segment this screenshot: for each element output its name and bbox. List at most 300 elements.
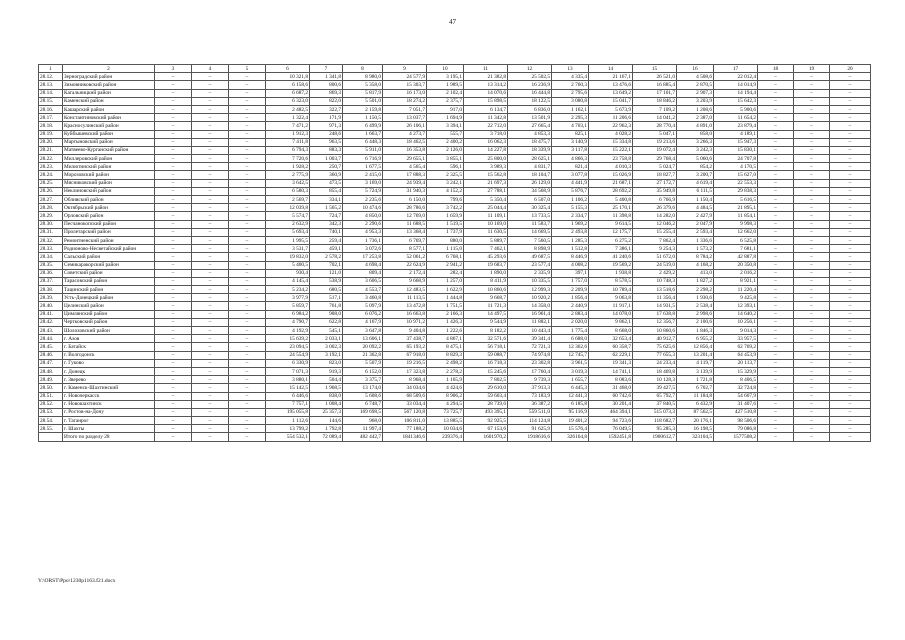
value-cell: 5 501,0	[343, 97, 383, 105]
empty-value-cell: –	[758, 122, 794, 130]
value-cell: 14 194,4	[714, 89, 758, 97]
column-number-cell: 8	[343, 65, 383, 73]
value-cell: 5 693,4	[266, 228, 310, 236]
value-cell: 4 152,2	[427, 187, 464, 195]
value-cell: 322,7	[310, 105, 343, 113]
value-cell: 800,6	[310, 81, 343, 89]
row-code-cell: 28.17.	[39, 114, 63, 122]
value-cell: 2 870,5	[677, 81, 714, 89]
value-cell: 3 460,8	[343, 294, 383, 302]
value-cell: 1 150,4	[677, 196, 714, 204]
empty-value-cell: –	[794, 179, 830, 187]
value-cell: 3 169,0	[343, 179, 383, 187]
value-cell: 5 400,8	[589, 196, 633, 204]
value-cell: 4 508,6	[677, 73, 714, 81]
value-cell: 30 325,4	[508, 204, 552, 212]
value-cell: 3 019,3	[552, 367, 589, 375]
value-cell: 14 078,0	[589, 310, 633, 318]
row-code-cell: 28.37.	[39, 277, 63, 285]
value-cell: 144,6	[310, 417, 343, 425]
value-cell: 1 930,6	[677, 294, 714, 302]
value-cell: 1 792,8	[310, 425, 343, 433]
empty-value-cell: –	[758, 310, 794, 318]
value-cell: 1 008,4	[310, 400, 343, 408]
empty-value-cell: –	[758, 196, 794, 204]
value-cell: 56 718,1	[464, 343, 508, 351]
empty-value-cell: –	[830, 253, 871, 261]
empty-value-cell: –	[758, 228, 794, 236]
value-cell: 13 649,2	[589, 89, 633, 97]
value-cell: 9 063,8	[589, 294, 633, 302]
value-cell: 9 739,3	[508, 376, 552, 384]
value-cell: 18 469,8	[633, 367, 677, 375]
row-code-cell: 28.40.	[39, 302, 63, 310]
value-cell: 2 235,6	[343, 196, 383, 204]
empty-value-cell: –	[192, 89, 229, 97]
value-cell: 3 203,9	[677, 97, 714, 105]
value-cell: 5 400,5	[266, 261, 310, 269]
value-cell: 16 885,4	[633, 81, 677, 89]
value-cell: 5 350,4	[464, 196, 508, 204]
value-cell: 22 624,9	[383, 261, 427, 269]
row-name-cell: Тарасовский район	[63, 277, 155, 285]
value-cell: 724,7	[310, 212, 343, 220]
row-name-cell: Усть-Донецкий район	[63, 294, 155, 302]
empty-value-cell: –	[830, 220, 871, 228]
value-cell: 12 769,0	[383, 212, 427, 220]
value-cell: 17 101,7	[633, 89, 677, 97]
value-cell: 5 889,7	[464, 236, 508, 244]
empty-value-cell: –	[830, 367, 871, 375]
empty-value-cell: –	[229, 294, 266, 302]
empty-value-cell: –	[830, 122, 871, 130]
empty-value-cell: –	[830, 269, 871, 277]
empty-value-cell: –	[758, 376, 794, 384]
value-cell: 1 519,5	[427, 220, 464, 228]
value-cell: 62 769,2	[714, 343, 758, 351]
empty-value-cell: –	[794, 433, 830, 441]
table-row	[39, 220, 871, 228]
value-cell: 908,0	[310, 310, 343, 318]
value-cell: 28 739,6	[464, 400, 508, 408]
value-cell: 3 531,7	[266, 245, 310, 253]
value-cell: 2 440,9	[552, 302, 589, 310]
row-code-cell: 28.25.	[39, 179, 63, 187]
value-cell: 25 170,1	[589, 204, 633, 212]
column-number-cell: 1	[39, 65, 63, 73]
value-cell: 29 768,4	[633, 155, 677, 163]
value-cell: 3 195,1	[427, 73, 464, 81]
value-cell: 5 155,3	[552, 204, 589, 212]
value-cell: 680,5	[310, 286, 343, 294]
value-cell: 919,3	[310, 367, 343, 375]
empty-value-cell: –	[155, 196, 192, 204]
empty-value-cell: –	[155, 384, 192, 392]
row-name-cell: Мартыновский район	[63, 138, 155, 146]
value-cell: 740,1	[310, 228, 343, 236]
value-cell: 12 356,7	[633, 318, 677, 326]
row-code-cell: 28.41.	[39, 310, 63, 318]
empty-value-cell: –	[192, 417, 229, 425]
value-cell: 2 020,0	[552, 318, 589, 326]
empty-value-cell: –	[830, 294, 871, 302]
row-name-cell: г. Новошахтинск	[63, 400, 155, 408]
value-cell: 4 953,3	[343, 228, 383, 236]
empty-value-cell: –	[229, 212, 266, 220]
empty-value-cell: –	[830, 302, 871, 310]
value-cell: 4 850,0	[343, 212, 383, 220]
empty-value-cell: –	[155, 359, 192, 367]
empty-value-cell: –	[155, 343, 192, 351]
empty-value-cell: –	[830, 400, 871, 408]
value-cell: 6 507,0	[508, 196, 552, 204]
table-row	[39, 286, 871, 294]
table-row	[39, 236, 871, 244]
value-cell: 18 122,5	[508, 97, 552, 105]
column-number-cell: 4	[192, 65, 229, 73]
value-cell: 2 335,9	[508, 269, 552, 277]
value-cell: 26 379,6	[633, 204, 677, 212]
value-cell: 2 427,9	[677, 212, 714, 220]
empty-value-cell: –	[758, 261, 794, 269]
empty-value-cell: –	[155, 327, 192, 335]
value-cell: 6 445,3	[552, 384, 589, 392]
empty-value-cell: –	[229, 163, 266, 171]
value-cell: 14 497,5	[464, 310, 508, 318]
value-cell: 8 578,5	[589, 277, 633, 285]
value-cell: 22 012,4	[714, 73, 758, 81]
value-cell: 1 659,9	[427, 212, 464, 220]
row-name-cell: г. Батайск	[63, 343, 155, 351]
value-cell: 7 071,3	[266, 367, 310, 375]
table-row	[39, 277, 871, 285]
value-cell: 6 275,2	[589, 236, 633, 244]
row-name-cell: г. Волгодонск	[63, 351, 155, 359]
value-cell: 11 113,5	[383, 294, 427, 302]
empty-value-cell: –	[229, 261, 266, 269]
empty-value-cell: –	[758, 302, 794, 310]
value-cell: 4 167,9	[343, 318, 383, 326]
value-cell: 1 677,5	[343, 163, 383, 171]
row-name-cell: Советский район	[63, 269, 155, 277]
value-cell: 427 510,8	[714, 408, 758, 416]
value-cell: 7 462,1	[464, 245, 508, 253]
value-cell: 15 947,3	[714, 138, 758, 146]
empty-value-cell: –	[758, 327, 794, 335]
value-cell: 5 234,2	[266, 286, 310, 294]
empty-value-cell: –	[155, 146, 192, 154]
value-cell: 11 342,8	[464, 114, 508, 122]
value-cell: 559 511,0	[508, 408, 552, 416]
empty-value-cell: –	[155, 310, 192, 318]
value-cell: 19 072,4	[633, 146, 677, 154]
value-cell: 5 900,6	[714, 105, 758, 113]
value-cell: 12 483,5	[383, 286, 427, 294]
empty-value-cell: –	[794, 212, 830, 220]
empty-value-cell: –	[758, 335, 794, 343]
empty-value-cell: –	[830, 318, 871, 326]
value-cell: 4 424,6	[427, 384, 464, 392]
value-cell: 68 509,6	[383, 392, 427, 400]
value-cell: 1 512,8	[552, 245, 589, 253]
empty-value-cell: –	[155, 376, 192, 384]
empty-value-cell: –	[192, 425, 229, 433]
empty-value-cell: –	[192, 359, 229, 367]
empty-value-cell: –	[192, 343, 229, 351]
value-cell: 2 290,6	[343, 220, 383, 228]
empty-value-cell: –	[794, 384, 830, 392]
value-cell: 15 830,1	[714, 146, 758, 154]
empty-value-cell: –	[229, 179, 266, 187]
value-cell: 26 106,1	[383, 122, 427, 130]
column-number-cell: 14	[589, 65, 633, 73]
row-code-cell: 28.20.	[39, 138, 63, 146]
empty-value-cell: –	[758, 408, 794, 416]
value-cell: 12 662,0	[714, 228, 758, 236]
empty-value-cell: –	[155, 114, 192, 122]
value-cell: 13 037,7	[383, 114, 427, 122]
row-name-cell: Песчанокопский район	[63, 220, 155, 228]
empty-value-cell: –	[794, 408, 830, 416]
value-cell: 9 425,8	[714, 294, 758, 302]
row-name-cell: г. Ростов-на-Дону	[63, 408, 155, 416]
value-cell: 2 795,6	[552, 89, 589, 97]
empty-value-cell: –	[192, 277, 229, 285]
value-cell: 1 257,0	[427, 277, 464, 285]
empty-value-cell: –	[794, 228, 830, 236]
value-cell: 7 560,5	[508, 236, 552, 244]
table-row	[39, 105, 871, 113]
value-cell: 4 010,3	[589, 163, 633, 171]
empty-value-cell: –	[794, 359, 830, 367]
empty-value-cell: –	[155, 245, 192, 253]
empty-value-cell: –	[192, 171, 229, 179]
empty-value-cell: –	[830, 310, 871, 318]
empty-value-cell: –	[758, 245, 794, 253]
value-cell: 8 668,0	[589, 327, 633, 335]
empty-value-cell: –	[758, 433, 794, 441]
value-cell: 13 476,6	[589, 81, 633, 89]
value-cell: 5 097,9	[343, 302, 383, 310]
value-cell: 16 062,3	[464, 138, 508, 146]
value-cell: 16 353,8	[383, 146, 427, 154]
value-cell: 18 827,7	[633, 171, 677, 179]
empty-value-cell: –	[155, 351, 192, 359]
row-code-cell: 28.33.	[39, 245, 63, 253]
empty-value-cell: –	[794, 367, 830, 375]
value-cell: 473,5	[310, 179, 343, 187]
row-code-cell: 28.16.	[39, 105, 63, 113]
table-row	[39, 408, 871, 416]
value-cell: 12 046,2	[633, 220, 677, 228]
value-cell: 27 788,1	[464, 187, 508, 195]
value-cell: 1 165,9	[427, 376, 464, 384]
value-cell: 1 336,6	[677, 236, 714, 244]
value-cell: 7 757,1	[266, 400, 310, 408]
empty-value-cell: –	[830, 425, 871, 433]
value-cell: 968,0	[343, 417, 383, 425]
value-cell: 30 201,4	[589, 400, 633, 408]
value-cell: 17 253,8	[343, 253, 383, 261]
value-cell: 2 278,2	[427, 367, 464, 375]
value-cell: 65 792,7	[633, 392, 677, 400]
value-cell: 19 683,7	[464, 261, 508, 269]
value-cell: 4 168,2	[677, 261, 714, 269]
empty-value-cell: –	[155, 179, 192, 187]
value-cell: 15 329,9	[714, 367, 758, 375]
value-cell: 39 427,5	[633, 384, 677, 392]
empty-value-cell: –	[155, 433, 192, 441]
value-cell: 20 113,7	[714, 359, 758, 367]
row-code-cell: 28.53.	[39, 408, 63, 416]
empty-value-cell: –	[794, 236, 830, 244]
value-cell: 5 616,5	[714, 196, 758, 204]
value-cell: 12 441,3	[552, 392, 589, 400]
value-cell: 13 733,5	[508, 212, 552, 220]
value-cell: 7 681,1	[714, 245, 758, 253]
empty-value-cell: –	[155, 392, 192, 400]
value-cell: 2 538,4	[677, 302, 714, 310]
value-cell: 28 786,6	[383, 204, 427, 212]
empty-value-cell: –	[229, 196, 266, 204]
value-cell: 67 918,0	[383, 351, 427, 359]
column-number-cell: 10	[427, 65, 464, 73]
row-code-cell: 28.29.	[39, 212, 63, 220]
value-cell: 28 625,1	[508, 155, 552, 163]
value-cell: 1 694,9	[427, 114, 464, 122]
value-cell: 1 757,0	[552, 277, 589, 285]
empty-value-cell: –	[192, 286, 229, 294]
column-number-cell: 15	[633, 65, 677, 73]
empty-value-cell: –	[794, 302, 830, 310]
empty-value-cell: –	[155, 212, 192, 220]
value-cell: 1 208,6	[677, 105, 714, 113]
page-number: 47	[449, 18, 456, 26]
value-cell: 517,1	[310, 294, 343, 302]
row-name-cell: г. Каменск-Шахтинский	[63, 384, 155, 392]
value-cell: 1601970,2	[464, 433, 508, 441]
value-cell: 13 885,5	[427, 417, 464, 425]
empty-value-cell: –	[229, 269, 266, 277]
empty-value-cell: –	[830, 138, 871, 146]
value-cell: 87 562,5	[677, 408, 714, 416]
empty-value-cell: –	[229, 318, 266, 326]
empty-value-cell: –	[155, 73, 192, 81]
value-cell: 8 968,4	[383, 376, 427, 384]
empty-value-cell: –	[155, 400, 192, 408]
value-cell: 6 158,6	[266, 81, 310, 89]
empty-value-cell: –	[794, 425, 830, 433]
empty-value-cell: –	[192, 187, 229, 195]
value-cell: 326164,8	[552, 433, 589, 441]
empty-value-cell: –	[229, 122, 266, 130]
value-cell: 21 895,1	[714, 204, 758, 212]
empty-value-cell: –	[758, 277, 794, 285]
value-cell: 15 639,2	[266, 335, 310, 343]
value-cell: 24 707,8	[714, 155, 758, 163]
value-cell: 27 172,7	[633, 179, 677, 187]
empty-value-cell: –	[155, 97, 192, 105]
table-row	[39, 187, 871, 195]
value-cell: 10 860,6	[633, 327, 677, 335]
row-name-cell: Итого по разделу 28	[63, 433, 155, 441]
value-cell: 20 176,1	[677, 417, 714, 425]
value-cell: 1577508,2	[714, 433, 758, 441]
value-cell: 4 273,7	[383, 130, 427, 138]
value-cell: 11 109,1	[464, 212, 508, 220]
empty-value-cell: –	[229, 343, 266, 351]
table-row	[39, 73, 871, 81]
value-cell: 504,4	[310, 376, 343, 384]
value-cell: 5 060,6	[677, 155, 714, 163]
empty-value-cell: –	[794, 146, 830, 154]
row-name-cell: Цимлянский район	[63, 310, 155, 318]
value-cell: 2 387,0	[677, 114, 714, 122]
empty-value-cell: –	[192, 433, 229, 441]
value-cell: 65 193,2	[383, 343, 427, 351]
value-cell: 5 724,9	[343, 187, 383, 195]
value-cell: 14 358,0	[508, 302, 552, 310]
empty-value-cell: –	[229, 187, 266, 195]
value-cell: 2 033,1	[310, 335, 343, 343]
column-number-cell: 6	[266, 65, 310, 73]
value-cell: 10 971,2	[383, 318, 427, 326]
value-cell: 3 242,3	[677, 146, 714, 154]
row-code-cell: 28.42.	[39, 318, 63, 326]
value-cell: 24 554,9	[266, 351, 310, 359]
value-cell: 3 855,1	[427, 155, 464, 163]
value-cell: 2 325,5	[427, 171, 464, 179]
value-cell: 11 882,1	[508, 318, 552, 326]
empty-value-cell: –	[192, 130, 229, 138]
row-code-cell: 28.15.	[39, 97, 63, 105]
value-cell: 28 770,4	[633, 122, 677, 130]
value-cell: 54 607,9	[714, 392, 758, 400]
empty-value-cell: –	[794, 204, 830, 212]
value-cell: 1 775,4	[552, 327, 589, 335]
value-cell: 23 094,5	[266, 343, 310, 351]
value-cell: 15 642,3	[714, 97, 758, 105]
value-cell: 1 663,7	[343, 130, 383, 138]
value-cell: 15 898,5	[464, 97, 508, 105]
row-code-cell: 28.35.	[39, 261, 63, 269]
empty-value-cell: –	[830, 212, 871, 220]
empty-value-cell: –	[830, 89, 871, 97]
value-cell: 250,7	[310, 163, 343, 171]
empty-value-cell: –	[830, 417, 871, 425]
table-row	[39, 228, 871, 236]
table-row	[39, 97, 871, 105]
empty-value-cell: –	[192, 122, 229, 130]
value-cell: 858,0	[677, 130, 714, 138]
value-cell: 59 603,4	[464, 392, 508, 400]
empty-value-cell: –	[830, 408, 871, 416]
value-cell: 823,0	[310, 359, 343, 367]
value-cell: 6 580,3	[266, 187, 310, 195]
empty-value-cell: –	[229, 138, 266, 146]
value-cell: 761,8	[310, 302, 343, 310]
value-cell: 3 961,5	[552, 359, 589, 367]
empty-value-cell: –	[794, 310, 830, 318]
empty-value-cell: –	[830, 73, 871, 81]
empty-value-cell: –	[229, 433, 266, 441]
value-cell: 76 049,5	[589, 425, 633, 433]
row-name-cell: г. Донецк	[63, 367, 155, 375]
value-cell: 2 400,2	[427, 138, 464, 146]
table-row	[39, 212, 871, 220]
value-cell: 11 654,2	[714, 114, 758, 122]
value-cell: 4 565,4	[383, 163, 427, 171]
